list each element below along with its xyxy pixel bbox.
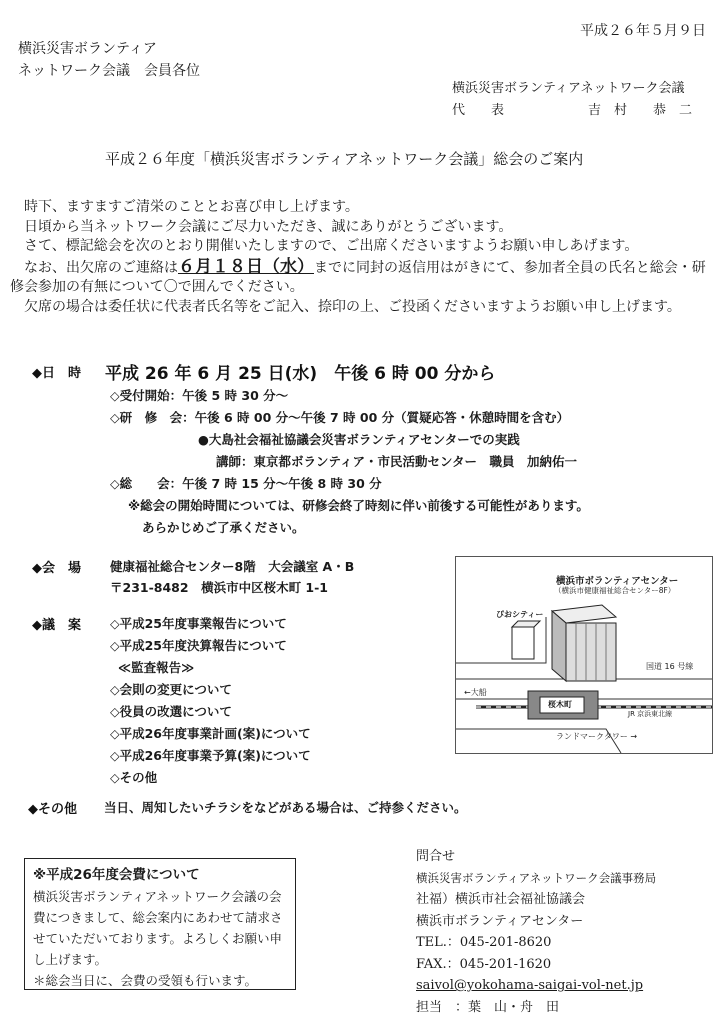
schedule-item: ◇総 会：午後 7 時 15 分～午後 8 時 30 分 <box>110 476 382 491</box>
addressee <box>18 38 200 82</box>
body-paragraph: 欠席の場合は委任状に代表者氏名等をご記入、捺印の上、ご投函くださいますようお願い申し上げます。 <box>24 298 681 315</box>
map-pios-label: ぴおシティー <box>496 610 544 619</box>
document-date: 平成２６年５月９日 <box>580 23 706 39</box>
sender-org: 横浜災害ボランティアネットワーク会議 <box>452 81 685 96</box>
body-paragraph: 日頃から当ネットワーク会議にご尽力いただき、誠にありがとうございます。 <box>24 218 513 235</box>
venue-map <box>455 556 713 754</box>
schedule-label: ◆日 時 <box>32 366 81 381</box>
map-station-label: 桜木町 <box>548 700 572 709</box>
contact-fax: FAX.：045-201-1620 <box>416 956 552 972</box>
deadline-lead: なお、出欠席のご連絡は <box>24 259 178 276</box>
map-osanbashi-label: ←大船 <box>464 688 487 697</box>
agenda-item: ◇平成25年度決算報告について <box>110 638 287 653</box>
schedule-item: ◇受付開始：午後 5 時 30 分～ <box>110 388 289 403</box>
sender-representative <box>452 100 692 122</box>
contact-heading: 問合せ <box>416 849 456 864</box>
fee-notice-box <box>24 858 296 990</box>
contact-person: 担当 ：葉 山・舟 田 <box>416 999 560 1015</box>
schedule-note: ※総会の開始時間については、研修会終了時刻に伴い前後する可能性があります。 <box>128 498 589 513</box>
map-route16-label: 国道 16 号線 <box>646 662 694 671</box>
other-label: ◆その他 <box>28 802 77 817</box>
sender-role: 代 表 <box>452 103 505 118</box>
other-text: 当日、周知したいチラシをなどがある場合は、ご持参ください。 <box>104 800 467 815</box>
agenda-item: ◇その他 <box>110 770 158 785</box>
fee-notice-content <box>33 865 288 991</box>
letter-body <box>10 198 710 317</box>
venue-address: 〒231-8482 横浜市中区桜木町 1-1 <box>110 580 329 595</box>
agenda-item: ◇役員の改選について <box>110 704 232 719</box>
addressee-line-2: ネットワーク会議 会員各位 <box>18 63 200 79</box>
agenda-item: ◇平成25年度事業報告について <box>110 616 287 631</box>
schedule-item: ◇研 修 会：午後 6 時 00 分～午後 7 時 00 分（質疑応答・休憩時間を含む） <box>110 410 570 425</box>
fee-notice-note: ＊総会当日に、会費の受領も行います。 <box>33 973 258 988</box>
agenda-item: ◇平成26年度事業計画(案)について <box>110 726 311 741</box>
map-jr-label: JR 京浜東北線 <box>628 710 673 718</box>
agenda-item: ◇会則の変更について <box>110 682 232 697</box>
schedule-item: 講師：東京都ボランティア・市民活動センター 職員 加納佑一 <box>216 454 578 469</box>
agenda-item: ≪監査報告≫ <box>118 660 195 675</box>
deadline-rest: までに同封の返信用はがきにて、参加者全員の氏名と総会・研修会参加の有無について〇で囲んでください。 <box>10 259 706 295</box>
addressee-line-1: 横浜災害ボランティア <box>18 41 157 57</box>
deadline-date: ６月１８日（水） <box>178 256 314 277</box>
contact-email-link[interactable]: saivol@yokohama-saigai-vol-net.jp <box>416 978 644 993</box>
schedule-main: 平成 26 年 6 月 25 日(水) 午後 6 時 00 分から <box>105 364 496 384</box>
map-landmark-label: ランドマークタワー → <box>556 732 638 741</box>
contact-center: 横浜市ボランティアセンター <box>416 913 584 929</box>
sender-name: 吉 村 恭 二 <box>588 103 693 118</box>
venue-name: 健康福祉総合センター8階 大会議室 A・B <box>110 559 355 574</box>
contact-tel: TEL.：045-201-8620 <box>416 935 552 950</box>
body-paragraph: 時下、ますますご清栄のこととお喜び申し上げます。 <box>24 199 359 215</box>
venue-label: ◆会 場 <box>32 561 81 576</box>
fee-notice-text: 横浜災害ボランティアネットワーク会議の会費につきまして、総会案内にあわせて請求させていただいております。よろしくお願い申し上げます。 <box>33 889 283 967</box>
schedule-item: ●大島社会福祉協議会災害ボランティアセンターでの実践 <box>198 432 520 447</box>
sender <box>452 78 692 122</box>
map-center-sublabel: （横浜市健康福祉総合センター8F） <box>554 586 676 595</box>
contact-org: 社福）横浜市社会福祉協議会 <box>416 892 586 907</box>
contact-office: 横浜災害ボランティアネットワーク会議事務局 <box>416 870 657 885</box>
page-title: 平成２６年度「横浜災害ボランティアネットワーク会議」総会のご案内 <box>105 150 584 168</box>
map-center-label: 横浜市ボランティアセンター <box>556 576 679 587</box>
agenda-item: ◇平成26年度事業予算(案)について <box>110 748 311 763</box>
body-paragraph-deadline <box>10 258 710 298</box>
body-paragraph: さて、標記総会を次のとおり開催いたしますので、ご出席くださいますようお願い申しあげます。 <box>24 238 639 254</box>
agenda-label: ◆議 案 <box>32 618 81 633</box>
fee-notice-title: ※平成26年度会費について <box>33 867 200 883</box>
schedule-note: あらかじめご了承ください。 <box>142 520 305 535</box>
contact-block <box>416 846 656 1018</box>
